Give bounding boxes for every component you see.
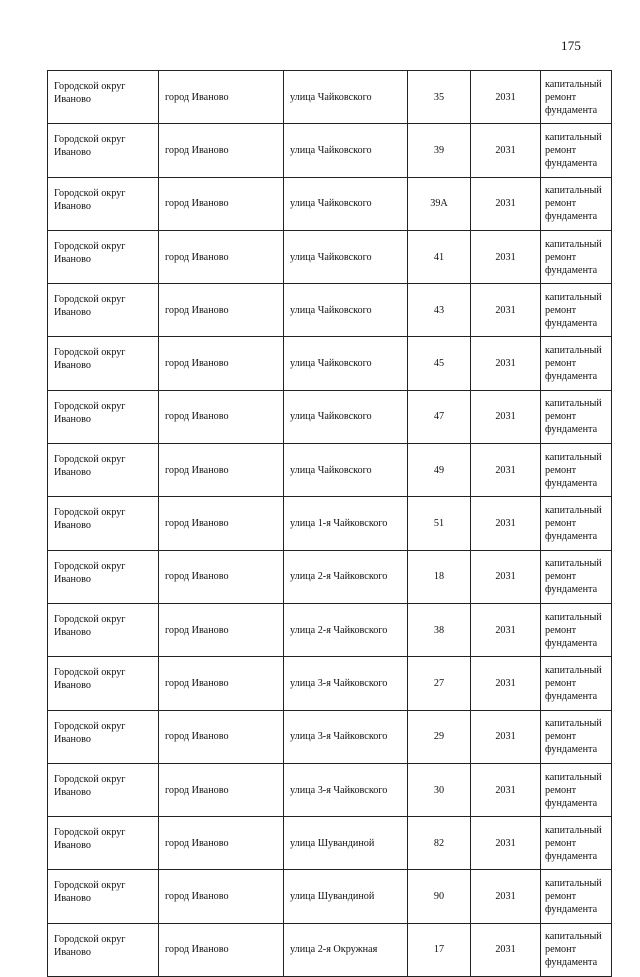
house-number-cell: 39 <box>408 124 471 177</box>
street-cell: улица Чайковского <box>284 71 408 124</box>
district-cell: Городской округ Иваново <box>48 710 159 763</box>
city-cell: город Иваново <box>159 497 284 550</box>
year-cell: 2031 <box>471 284 541 337</box>
city-cell: город Иваново <box>159 337 284 390</box>
house-number-cell: 41 <box>408 230 471 283</box>
table-row <box>48 124 612 177</box>
house-number-cell: 27 <box>408 657 471 710</box>
house-number-cell: 35 <box>408 71 471 124</box>
house-number-cell: 39А <box>408 177 471 230</box>
work-type-cell: капитальный ремонт фундамента <box>541 497 612 550</box>
street-cell: улица 1-я Чайковского <box>284 497 408 550</box>
district-cell: Городской округ Иваново <box>48 177 159 230</box>
street-cell: улица Чайковского <box>284 124 408 177</box>
table-row <box>48 550 612 603</box>
street-cell: улица Чайковского <box>284 177 408 230</box>
work-type-cell: капитальный ремонт фундамента <box>541 870 612 923</box>
year-cell: 2031 <box>471 923 541 976</box>
district-cell: Городской округ Иваново <box>48 444 159 497</box>
table-row <box>48 923 612 976</box>
work-type-cell: капитальный ремонт фундамента <box>541 763 612 816</box>
street-cell: улица Чайковского <box>284 337 408 390</box>
house-number-cell: 47 <box>408 390 471 443</box>
city-cell: город Иваново <box>159 444 284 497</box>
work-type-cell: капитальный ремонт фундамента <box>541 444 612 497</box>
table-row <box>48 710 612 763</box>
house-number-cell: 29 <box>408 710 471 763</box>
city-cell: город Иваново <box>159 284 284 337</box>
city-cell: город Иваново <box>159 603 284 656</box>
district-cell: Городской округ Иваново <box>48 923 159 976</box>
table-row <box>48 230 612 283</box>
year-cell: 2031 <box>471 710 541 763</box>
year-cell: 2031 <box>471 124 541 177</box>
work-type-cell: капитальный ремонт фундамента <box>541 657 612 710</box>
year-cell: 2031 <box>471 497 541 550</box>
page-number: 175 <box>561 38 582 53</box>
house-number-cell: 45 <box>408 337 471 390</box>
table-row <box>48 177 612 230</box>
street-cell: улица Чайковского <box>284 284 408 337</box>
district-cell: Городской округ Иваново <box>48 390 159 443</box>
work-type-cell: капитальный ремонт фундамента <box>541 390 612 443</box>
work-type-cell: капитальный ремонт фундамента <box>541 710 612 763</box>
district-cell: Городской округ Иваново <box>48 603 159 656</box>
work-type-cell: капитальный ремонт фундамента <box>541 923 612 976</box>
street-cell: улица 3-я Чайковского <box>284 657 408 710</box>
year-cell: 2031 <box>471 657 541 710</box>
city-cell: город Иваново <box>159 71 284 124</box>
house-number-cell: 51 <box>408 497 471 550</box>
table-body <box>48 71 612 977</box>
repair-schedule-table <box>47 70 612 977</box>
street-cell: улица Чайковского <box>284 390 408 443</box>
house-number-cell: 49 <box>408 444 471 497</box>
district-cell: Городской округ Иваново <box>48 550 159 603</box>
city-cell: город Иваново <box>159 124 284 177</box>
year-cell: 2031 <box>471 817 541 870</box>
house-number-cell: 18 <box>408 550 471 603</box>
city-cell: город Иваново <box>159 817 284 870</box>
district-cell: Городской округ Иваново <box>48 763 159 816</box>
work-type-cell: капитальный ремонт фундамента <box>541 817 612 870</box>
work-type-cell: капитальный ремонт фундамента <box>541 177 612 230</box>
city-cell: город Иваново <box>159 390 284 443</box>
year-cell: 2031 <box>471 390 541 443</box>
city-cell: город Иваново <box>159 550 284 603</box>
table-row <box>48 657 612 710</box>
district-cell: Городской округ Иваново <box>48 284 159 337</box>
district-cell: Городской округ Иваново <box>48 71 159 124</box>
year-cell: 2031 <box>471 763 541 816</box>
street-cell: улица 3-я Чайковского <box>284 710 408 763</box>
district-cell: Городской округ Иваново <box>48 870 159 923</box>
district-cell: Городской округ Иваново <box>48 337 159 390</box>
table-row <box>48 763 612 816</box>
year-cell: 2031 <box>471 230 541 283</box>
table-row <box>48 71 612 124</box>
table-row <box>48 603 612 656</box>
city-cell: город Иваново <box>159 763 284 816</box>
street-cell: улица 2-я Чайковского <box>284 603 408 656</box>
work-type-cell: капитальный ремонт фундамента <box>541 550 612 603</box>
table-row <box>48 817 612 870</box>
table-row <box>48 337 612 390</box>
year-cell: 2031 <box>471 71 541 124</box>
table-row <box>48 497 612 550</box>
table-row <box>48 284 612 337</box>
street-cell: улица 3-я Чайковского <box>284 763 408 816</box>
year-cell: 2031 <box>471 177 541 230</box>
district-cell: Городской округ Иваново <box>48 657 159 710</box>
city-cell: город Иваново <box>159 230 284 283</box>
city-cell: город Иваново <box>159 657 284 710</box>
district-cell: Городской округ Иваново <box>48 817 159 870</box>
district-cell: Городской округ Иваново <box>48 230 159 283</box>
street-cell: улица Чайковского <box>284 444 408 497</box>
year-cell: 2031 <box>471 870 541 923</box>
district-cell: Городской округ Иваново <box>48 497 159 550</box>
house-number-cell: 30 <box>408 763 471 816</box>
house-number-cell: 17 <box>408 923 471 976</box>
street-cell: улица Чайковского <box>284 230 408 283</box>
table-row <box>48 870 612 923</box>
house-number-cell: 38 <box>408 603 471 656</box>
house-number-cell: 82 <box>408 817 471 870</box>
work-type-cell: капитальный ремонт фундамента <box>541 71 612 124</box>
work-type-cell: капитальный ремонт фундамента <box>541 124 612 177</box>
work-type-cell: капитальный ремонт фундамента <box>541 230 612 283</box>
street-cell: улица Шувандиной <box>284 817 408 870</box>
year-cell: 2031 <box>471 550 541 603</box>
year-cell: 2031 <box>471 337 541 390</box>
work-type-cell: капитальный ремонт фундамента <box>541 603 612 656</box>
year-cell: 2031 <box>471 444 541 497</box>
district-cell: Городской округ Иваново <box>48 124 159 177</box>
work-type-cell: капитальный ремонт фундамента <box>541 284 612 337</box>
table-row <box>48 390 612 443</box>
city-cell: город Иваново <box>159 710 284 763</box>
street-cell: улица 2-я Чайковского <box>284 550 408 603</box>
street-cell: улица 2-я Окружная <box>284 923 408 976</box>
city-cell: город Иваново <box>159 870 284 923</box>
year-cell: 2031 <box>471 603 541 656</box>
city-cell: город Иваново <box>159 923 284 976</box>
city-cell: город Иваново <box>159 177 284 230</box>
table-row <box>48 444 612 497</box>
house-number-cell: 43 <box>408 284 471 337</box>
house-number-cell: 90 <box>408 870 471 923</box>
work-type-cell: капитальный ремонт фундамента <box>541 337 612 390</box>
street-cell: улица Шувандиной <box>284 870 408 923</box>
